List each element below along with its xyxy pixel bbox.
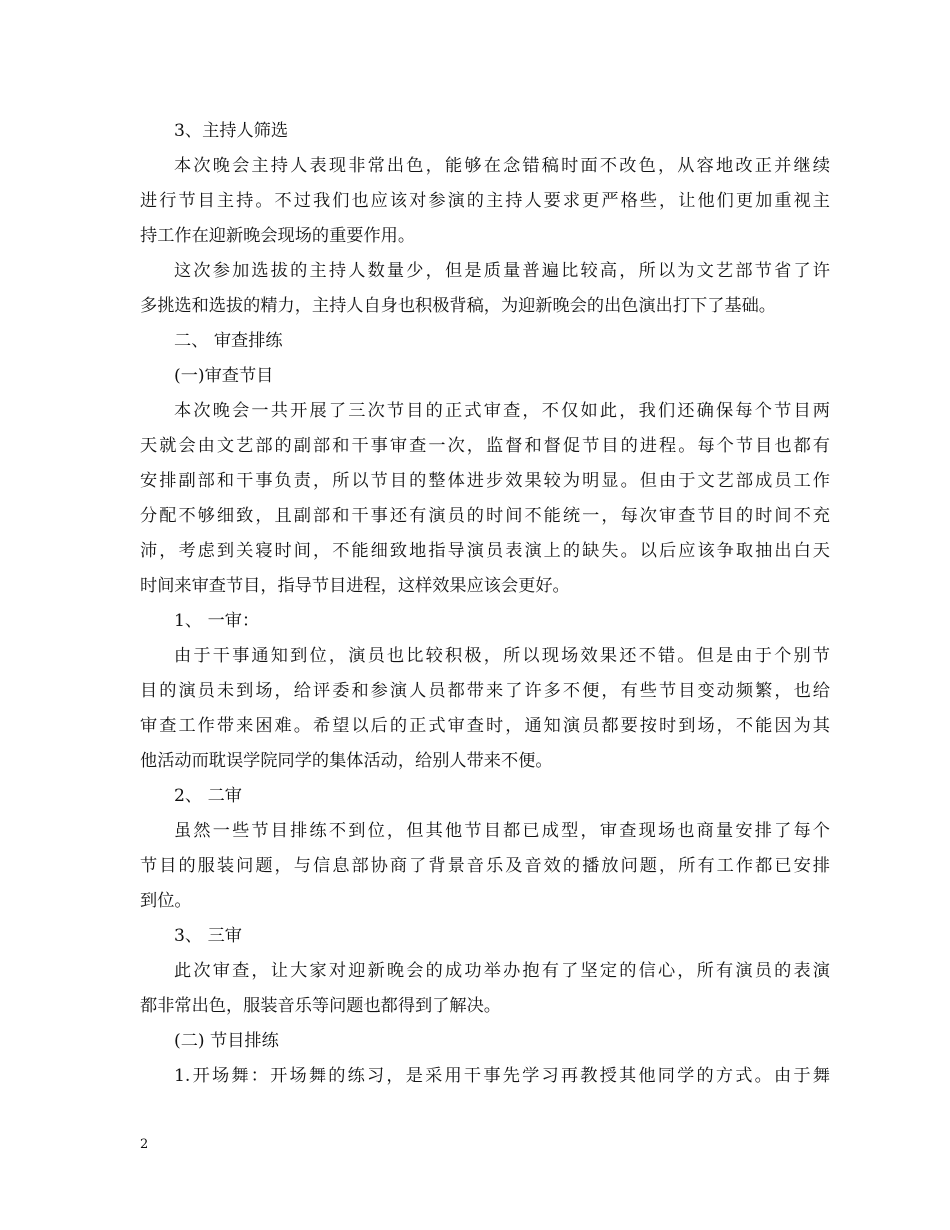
text-line: 安排副部和干事负责，所以节目的整体进步效果较为明显。但由于文艺部成员工作: [140, 471, 830, 491]
text-line: 由于干事通知到位，演员也比较积极，所以现场效果还不错。但是由于个别节: [174, 646, 830, 666]
text-line: 2、 二审: [174, 786, 242, 806]
text-line: 沛，考虑到关寝时间，不能细致地指导演员表演上的缺失。以后应该争取抽出白天: [140, 541, 830, 561]
text-line: 这次参加选拔的主持人数量少，但是质量普遍比较高，所以为文艺部节省了许: [174, 261, 830, 281]
text-line: 都非常出色，服装音乐等问题也都得到了解决。: [140, 996, 501, 1016]
text-line: 二、 审查排练: [174, 331, 283, 351]
text-line: 本次晚会一共开展了三次节目的正式审查，不仅如此，我们还确保每个节目两: [174, 401, 830, 421]
text-line: 虽然一些节目排练不到位，但其他节目都已成型，审查现场也商量安排了每个: [174, 821, 830, 841]
page-number: 2: [140, 1137, 149, 1152]
text-line: (二) 节目排练: [174, 1031, 279, 1051]
text-line: 时间来审查节目，指导节目进程，这样效果应该会更好。: [140, 576, 570, 596]
text-line: 审查工作带来困难。希望以后的正式审查时，通知演员都要按时到场，不能因为其: [140, 716, 830, 736]
text-line: 天就会由文艺部的副部和干事审查一次，监督和督促节目的进程。每个节目也都有: [140, 436, 830, 456]
text-line: 目的演员未到场，给评委和参演人员都带来了许多不便，有些节目变动频繁，也给: [140, 681, 830, 701]
text-line: 1.开场舞：开场舞的练习，是采用干事先学习再教授其他同学的方式。由于舞: [174, 1066, 830, 1086]
text-line: 分配不够细致，且副部和干事还有演员的时间不能统一，每次审查节目的时间不充: [140, 506, 830, 526]
text-line: 节目的服装问题，与信息部协商了背景音乐及音效的播放问题，所有工作都已安排: [140, 856, 830, 876]
text-line: 他活动而耽误学院同学的集体活动，给别人带来不便。: [140, 751, 553, 771]
text-line: (一)审查节目: [174, 366, 274, 386]
text-line: 进行节目主持。不过我们也应该对参演的主持人要求更严格些，让他们更加重视主: [140, 191, 830, 211]
text-line: 多挑选和选拔的精力，主持人自身也积极背稿，为迎新晚会的出色演出打下了基础。: [140, 296, 776, 316]
text-line: 持工作在迎新晚会现场的重要作用。: [140, 226, 416, 246]
text-line: 到位。: [140, 891, 192, 911]
text-line: 本次晚会主持人表现非常出色，能够在念错稿时面不改色，从容地改正并继续: [174, 156, 830, 176]
text-line: 此次审查，让大家对迎新晚会的成功举办抱有了坚定的信心，所有演员的表演: [174, 961, 830, 981]
text-line: 1、 一审：: [174, 611, 260, 631]
text-line: 3、 三审: [174, 926, 242, 946]
document-body: [140, 114, 830, 1094]
text-line: 3、主持人筛选: [174, 121, 289, 141]
